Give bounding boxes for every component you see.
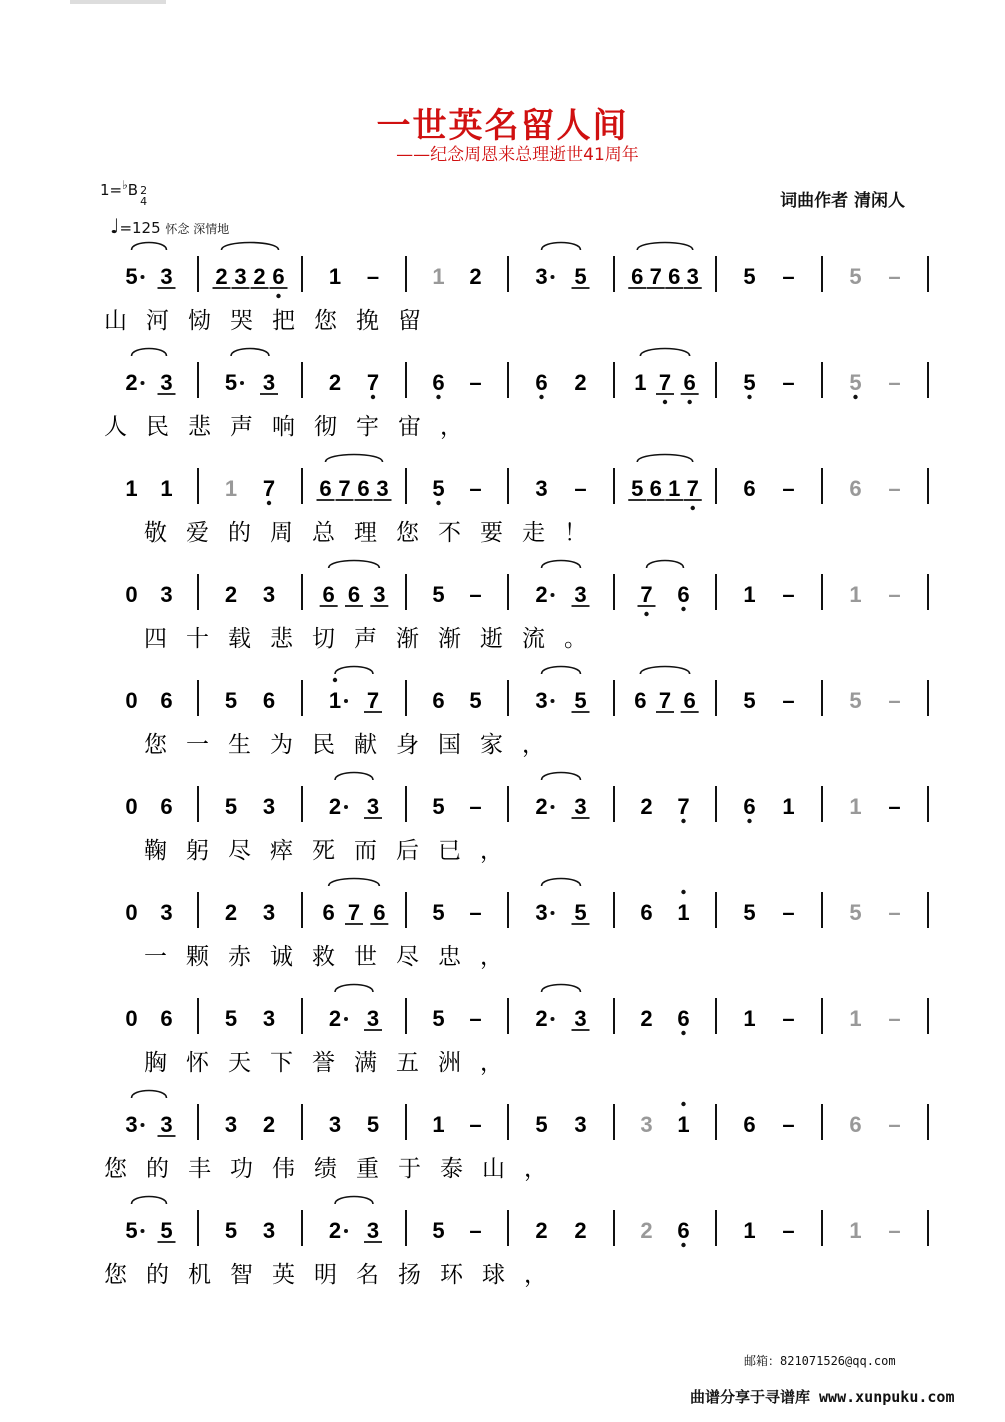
footer-source: 曲谱分享于寻谱库 www.xunpuku.com <box>690 1388 955 1406</box>
slur <box>647 561 684 569</box>
slur <box>132 349 167 357</box>
note: 3 <box>262 1006 276 1031</box>
key-prefix: 1= <box>100 181 123 199</box>
note: 6 <box>683 370 696 395</box>
note: 5 <box>125 1218 138 1243</box>
note: – <box>469 900 482 925</box>
note: 2 <box>640 1006 653 1031</box>
slur <box>640 349 689 357</box>
note: 7 <box>686 476 699 501</box>
note: 3 <box>574 1006 587 1031</box>
note: 5 <box>432 1218 445 1243</box>
lyrics-line: 鞠躬尽瘁死而后已， <box>144 838 522 864</box>
note: 6 <box>262 688 276 713</box>
note: 5 <box>849 900 862 925</box>
octave-dot-low <box>691 506 695 510</box>
note: 1 <box>677 1112 690 1137</box>
duration-dot <box>551 1017 555 1021</box>
lyrics-line: 胸怀天下誉满五洲， <box>144 1050 522 1076</box>
note: 3 <box>535 264 548 289</box>
note: 2 <box>215 264 228 289</box>
note: 3 <box>160 1112 173 1137</box>
note: – <box>469 370 482 395</box>
note: 5 <box>366 1112 380 1137</box>
note: 3 <box>366 794 380 819</box>
note: 3 <box>262 900 276 925</box>
note: 3 <box>160 582 173 607</box>
note: 6 <box>668 264 681 289</box>
slur <box>335 985 373 993</box>
octave-dot-low <box>681 607 685 611</box>
slur <box>132 243 167 251</box>
slur <box>542 879 581 887</box>
note: 6 <box>160 1006 173 1031</box>
note: 3 <box>574 1112 587 1137</box>
duration-dot <box>551 805 555 809</box>
note: – <box>782 582 795 607</box>
note: 5 <box>224 1006 238 1031</box>
note: 2 <box>328 794 342 819</box>
octave-dot-low <box>267 501 271 505</box>
note: 5 <box>574 900 587 925</box>
note: 0 <box>125 582 138 607</box>
note: 1 <box>432 1112 445 1137</box>
note: 6 <box>160 794 173 819</box>
note: 5 <box>432 900 445 925</box>
note: 5 <box>432 1006 445 1031</box>
note: 5 <box>224 370 238 395</box>
note: 5 <box>535 1112 548 1137</box>
octave-dot-high <box>681 1102 685 1106</box>
slur <box>326 455 383 463</box>
note: 3 <box>366 1218 380 1243</box>
slur <box>542 773 581 781</box>
slur <box>640 667 689 675</box>
note: 1 <box>782 794 795 819</box>
duration-dot <box>344 1229 348 1233</box>
note: 0 <box>125 1006 138 1031</box>
note: 5 <box>849 264 862 289</box>
note: 2 <box>125 370 138 395</box>
note: 3 <box>366 1006 380 1031</box>
note: 3 <box>262 1218 276 1243</box>
note: 3 <box>373 582 386 607</box>
note: – <box>888 794 901 819</box>
note: 5 <box>160 1218 173 1243</box>
note: 6 <box>373 900 386 925</box>
expression-text: 怀念 深情地 <box>165 222 230 236</box>
note: – <box>888 1112 901 1137</box>
note: 3 <box>224 1112 238 1137</box>
note: 1 <box>328 688 342 713</box>
note: 2 <box>328 1218 342 1243</box>
note: 5 <box>849 688 862 713</box>
slur <box>132 1091 167 1099</box>
octave-dot-low <box>539 395 543 399</box>
note: 2 <box>328 1006 342 1031</box>
note: 5 <box>125 264 138 289</box>
quarter-note-icon: ♩ <box>110 214 120 238</box>
note: 7 <box>640 582 653 607</box>
octave-dot-high <box>681 890 685 894</box>
note: 1 <box>125 476 138 501</box>
note: 1 <box>849 794 862 819</box>
duration-dot <box>551 911 555 915</box>
note: – <box>782 476 795 501</box>
note: 5 <box>849 370 862 395</box>
note: 1 <box>743 1006 756 1031</box>
note: 6 <box>347 582 361 607</box>
note: 3 <box>234 264 247 289</box>
note: 5 <box>574 264 587 289</box>
duration-dot <box>141 1229 145 1233</box>
note: 5 <box>743 688 756 713</box>
note: 6 <box>683 688 696 713</box>
slur <box>329 561 380 569</box>
note: 5 <box>432 794 445 819</box>
note: 6 <box>357 476 370 501</box>
note: 6 <box>432 370 445 395</box>
note: 1 <box>743 1218 756 1243</box>
note: 2 <box>535 582 548 607</box>
note: – <box>469 582 482 607</box>
note: 6 <box>743 1112 756 1137</box>
octave-dot-low <box>747 395 751 399</box>
note: 6 <box>677 1218 690 1243</box>
note: 2 <box>469 264 482 289</box>
note: 5 <box>469 688 482 713</box>
note: 5 <box>432 582 445 607</box>
note: 5 <box>224 794 238 819</box>
note: – <box>469 1218 482 1243</box>
note: 6 <box>677 582 690 607</box>
duration-dot <box>344 1017 348 1021</box>
note: – <box>469 1006 482 1031</box>
note: 7 <box>649 264 662 289</box>
note: – <box>782 688 795 713</box>
note: 2 <box>253 264 266 289</box>
slur <box>542 667 581 675</box>
note: 6 <box>743 476 756 501</box>
note: – <box>782 1218 795 1243</box>
note: – <box>888 900 901 925</box>
slur <box>335 667 373 675</box>
note: 5 <box>224 1218 238 1243</box>
duration-dot <box>141 381 145 385</box>
flat-sign: ♭ <box>122 178 128 192</box>
slur <box>231 349 269 357</box>
note: 6 <box>849 476 862 501</box>
slur <box>222 243 279 251</box>
note: 3 <box>535 688 548 713</box>
note: – <box>888 1218 901 1243</box>
octave-dot-low <box>853 395 857 399</box>
octave-dot-low <box>681 1031 685 1035</box>
octave-dot-high <box>333 678 337 682</box>
note: 3 <box>574 582 587 607</box>
slur <box>132 1197 167 1205</box>
note: 2 <box>574 1218 587 1243</box>
slur <box>542 985 581 993</box>
note: – <box>782 1006 795 1031</box>
octave-dot-low <box>276 294 280 298</box>
note: – <box>782 370 795 395</box>
lyrics-line: 山河恸哭把您挽留 <box>104 308 440 334</box>
note: 3 <box>160 264 173 289</box>
slur <box>637 243 693 251</box>
email-contact: 邮箱：821071526@qq.com <box>744 1354 896 1368</box>
note: – <box>574 476 587 501</box>
time-unit: 4 <box>140 195 148 208</box>
note: 3 <box>160 370 173 395</box>
note: 1 <box>432 264 445 289</box>
note: – <box>782 264 795 289</box>
slur <box>542 243 581 251</box>
note: 5 <box>743 900 756 925</box>
note: 7 <box>658 688 672 713</box>
note: 7 <box>366 688 380 713</box>
note: 1 <box>160 476 173 501</box>
octave-dot-low <box>436 395 440 399</box>
note: 1 <box>849 1218 862 1243</box>
note: 2 <box>535 794 548 819</box>
duration-dot <box>551 699 555 703</box>
slur <box>335 1197 373 1205</box>
note: 6 <box>432 688 445 713</box>
note: 6 <box>631 264 644 289</box>
note: 2 <box>328 370 342 395</box>
note: 0 <box>125 688 138 713</box>
note: 3 <box>376 476 389 501</box>
octave-dot-low <box>747 819 751 823</box>
octave-dot-low <box>371 395 375 399</box>
note: 7 <box>658 370 672 395</box>
note: – <box>888 370 901 395</box>
duration-dot <box>240 381 244 385</box>
note: 5 <box>432 476 445 501</box>
note: 5 <box>743 370 756 395</box>
note: – <box>469 476 482 501</box>
note: – <box>888 582 901 607</box>
note: – <box>782 1112 795 1137</box>
note: – <box>888 264 901 289</box>
note: 6 <box>272 264 285 289</box>
key-letter: B <box>127 181 139 199</box>
note: 2 <box>574 370 587 395</box>
octave-dot-low <box>436 501 440 505</box>
note: 5 <box>743 264 756 289</box>
slur <box>329 879 380 887</box>
note: 6 <box>677 1006 690 1031</box>
note: 1 <box>743 582 756 607</box>
duration-dot <box>551 593 555 597</box>
note: 6 <box>849 1112 862 1137</box>
note: – <box>469 1112 482 1137</box>
note: 3 <box>535 476 548 501</box>
note: 2 <box>262 1112 276 1137</box>
note: 7 <box>366 370 380 395</box>
note: 3 <box>328 1112 342 1137</box>
note: 3 <box>262 582 276 607</box>
note: 1 <box>668 476 681 501</box>
lyrics-line: 一颗赤诚救世尽忠， <box>144 944 522 970</box>
note: 6 <box>322 900 335 925</box>
note: – <box>888 1006 901 1031</box>
duration-dot <box>344 805 348 809</box>
note: 1 <box>849 1006 862 1031</box>
time-beats: 2 <box>140 184 148 197</box>
note: 2 <box>640 1218 653 1243</box>
note: 3 <box>535 900 548 925</box>
octave-dot-low <box>681 1243 685 1247</box>
duration-dot <box>141 1123 145 1127</box>
lyrics-line: 敬爱的周总理您不要走！ <box>144 520 606 546</box>
note: 7 <box>347 900 361 925</box>
note: 6 <box>319 476 332 501</box>
note: 6 <box>634 688 647 713</box>
note: 0 <box>125 900 138 925</box>
duration-dot <box>344 699 348 703</box>
duration-dot <box>551 275 555 279</box>
note: – <box>888 476 901 501</box>
note: 6 <box>649 476 662 501</box>
note: 7 <box>338 476 351 501</box>
note: 3 <box>640 1112 653 1137</box>
note: 0 <box>125 794 138 819</box>
note: 7 <box>677 794 690 819</box>
note: 6 <box>743 794 756 819</box>
note: 2 <box>640 794 653 819</box>
note: 1 <box>677 900 690 925</box>
tempo-bpm: =125 <box>119 219 161 237</box>
slur <box>637 455 693 463</box>
lyrics-line: 人民悲声响彻宇宙， <box>104 414 482 440</box>
note: 6 <box>322 582 335 607</box>
note: 1 <box>849 582 862 607</box>
note: 5 <box>574 688 587 713</box>
lyrics-line: 四十载悲切声渐渐逝流。 <box>144 626 606 652</box>
note: 1 <box>328 264 342 289</box>
page-title: 一世英名留人间 <box>376 106 629 146</box>
note: 6 <box>640 900 653 925</box>
octave-dot-low <box>644 612 648 616</box>
note: 2 <box>224 900 238 925</box>
slur <box>335 773 373 781</box>
note: 5 <box>631 476 644 501</box>
note: 3 <box>160 900 173 925</box>
octave-dot-low <box>681 819 685 823</box>
duration-dot <box>141 275 145 279</box>
note: – <box>782 900 795 925</box>
slur <box>542 561 581 569</box>
note: 2 <box>535 1006 548 1031</box>
note: 5 <box>224 688 238 713</box>
octave-dot-low <box>687 400 691 404</box>
note: 1 <box>634 370 647 395</box>
note: – <box>469 794 482 819</box>
note: 6 <box>535 370 548 395</box>
note: 3 <box>574 794 587 819</box>
lyrics-line: 您的机智英明名扬环球， <box>104 1262 566 1288</box>
note: 6 <box>160 688 173 713</box>
page-subtitle: ——纪念周恩来总理逝世41周年 <box>396 145 639 165</box>
note: – <box>366 264 380 289</box>
note: 2 <box>535 1218 548 1243</box>
octave-dot-low <box>663 400 667 404</box>
note: – <box>888 688 901 713</box>
note: 3 <box>262 370 276 395</box>
lyrics-line: 您一生为民献身国家， <box>144 732 564 758</box>
note: 2 <box>224 582 238 607</box>
note: 7 <box>262 476 276 501</box>
lyrics-line: 您的丰功伟绩重于泰山， <box>104 1156 566 1182</box>
note: 1 <box>224 476 238 501</box>
note: 3 <box>262 794 276 819</box>
author-credit: 词曲作者 清闲人 <box>780 191 905 211</box>
note: 3 <box>125 1112 138 1137</box>
note: 3 <box>686 264 699 289</box>
